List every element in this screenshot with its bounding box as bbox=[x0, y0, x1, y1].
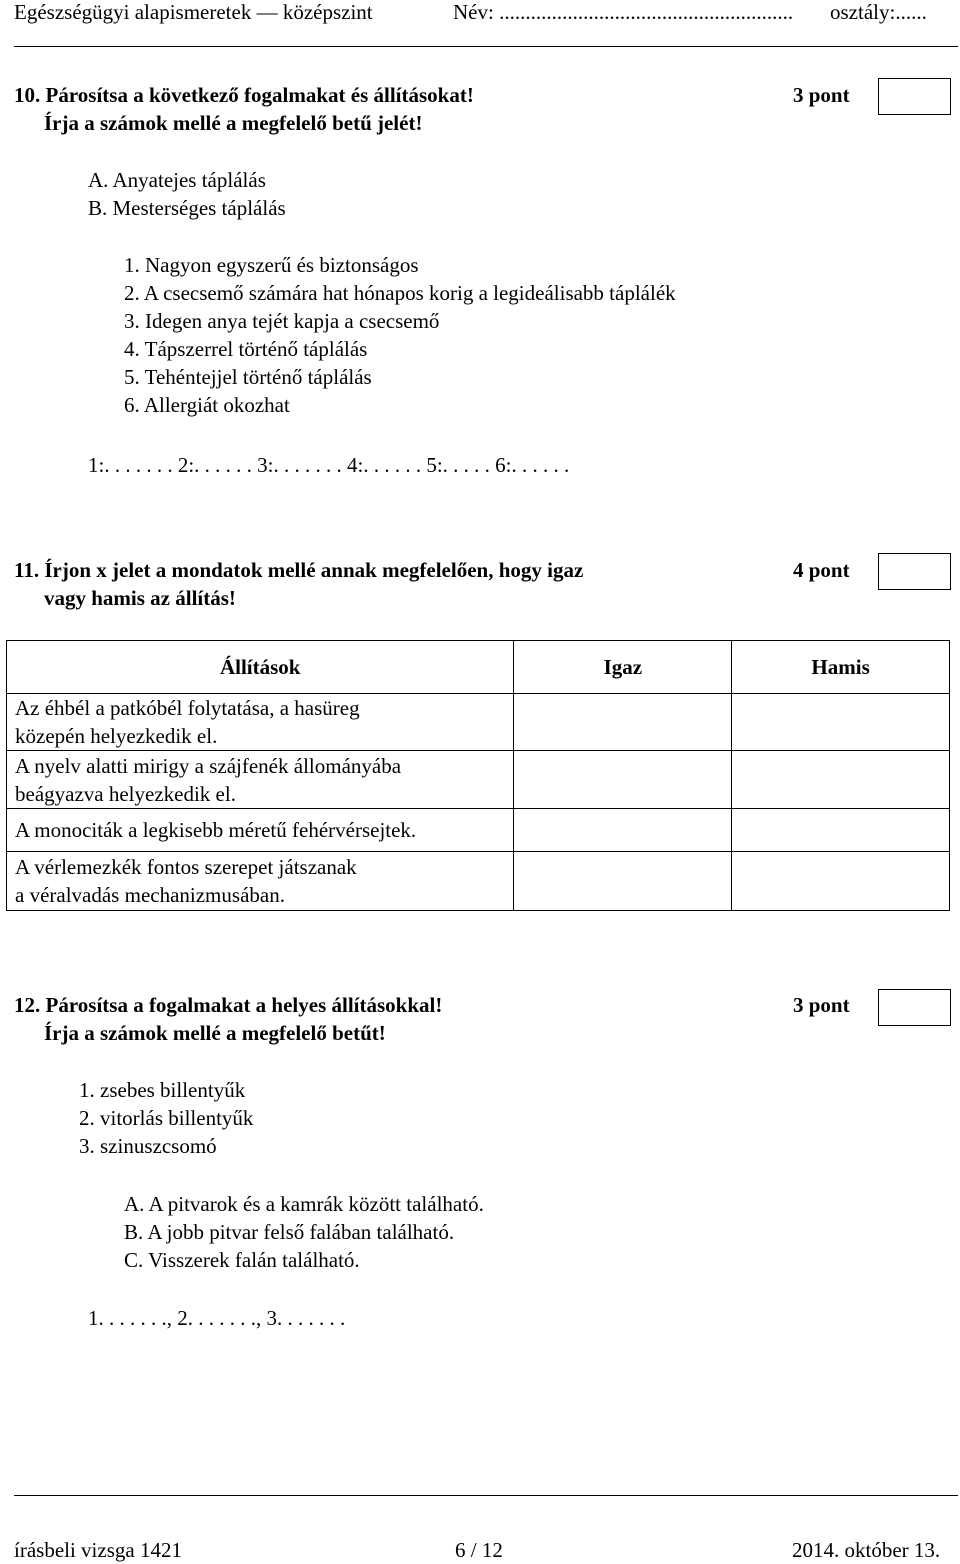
q10-item-5: 5. Tehéntejjel történő táplálás bbox=[124, 365, 372, 389]
q11-points: 4 pont bbox=[793, 558, 850, 582]
true-cell[interactable] bbox=[514, 751, 732, 809]
table-row bbox=[7, 852, 950, 911]
q10-item-6: 6. Allergiát okozhat bbox=[124, 393, 290, 417]
q10-letter-a: A. Anyatejes táplálás bbox=[88, 168, 266, 192]
table-row bbox=[7, 694, 950, 751]
footer-exam-id: írásbeli vizsga 1421 bbox=[14, 1538, 182, 1562]
true-cell[interactable] bbox=[514, 809, 732, 852]
statement-cell bbox=[7, 852, 514, 911]
header-name-field: Név: ........................................................ bbox=[453, 0, 794, 24]
q10-title: 10. Párosítsa a következő fogalmakat és állításokat! bbox=[14, 83, 474, 107]
table-row bbox=[7, 809, 950, 852]
statement-line: beágyazva helyezkedik el. bbox=[15, 781, 236, 806]
table-header-row bbox=[7, 641, 950, 694]
header-statements: Állítások bbox=[7, 641, 514, 694]
q10-points: 3 pont bbox=[793, 83, 850, 107]
false-cell[interactable] bbox=[732, 751, 950, 809]
statement-line: A monociták a legkisebb méretű fehérvérsejtek. bbox=[15, 818, 417, 842]
q10-item-2: 2. A csecsemő számára hat hónapos korig a legideálisabb táplálék bbox=[124, 281, 676, 305]
footer-date: 2014. október 13. bbox=[792, 1538, 941, 1562]
statement-line: Az éhbél a patkóbél folytatása, a hasüreg bbox=[15, 696, 360, 720]
table-row bbox=[7, 751, 950, 809]
q10-letter-b: B. Mesterséges táplálás bbox=[88, 196, 286, 220]
q12-letter-b: B. A jobb pitvar felső falában található. bbox=[124, 1220, 455, 1244]
footer-divider bbox=[14, 1495, 958, 1496]
q12-item-2: 2. vitorlás billentyűk bbox=[79, 1106, 254, 1130]
q12-item-3: 3. szinuszcsomó bbox=[79, 1134, 217, 1158]
header-divider bbox=[14, 46, 958, 47]
true-cell[interactable] bbox=[514, 694, 732, 751]
header-class-field: osztály:...... bbox=[830, 0, 927, 24]
header-subject: Egészségügyi alapismeretek — középszint bbox=[14, 0, 373, 24]
q12-letter-a: A. A pitvarok és a kamrák között található. bbox=[124, 1192, 484, 1216]
q11-title-cont: vagy hamis az állítás! bbox=[44, 586, 236, 610]
true-cell[interactable] bbox=[514, 852, 732, 911]
q10-item-3: 3. Idegen anya tejét kapja a csecsemő bbox=[124, 309, 440, 333]
header-false: Hamis bbox=[732, 641, 950, 694]
statement-cell bbox=[7, 694, 514, 751]
q11-score-box[interactable] bbox=[878, 553, 951, 590]
statement-line: A nyelv alatti mirigy a szájfenék állományába bbox=[15, 753, 402, 778]
statement-line: közepén helyezkedik el. bbox=[15, 724, 218, 748]
q10-item-4: 4. Tápszerrel történő táplálás bbox=[124, 337, 368, 361]
q12-subtitle: Írja a számok mellé a megfelelő betűt! bbox=[44, 1021, 386, 1045]
q10-subtitle: Írja a számok mellé a megfelelő betű jelét! bbox=[44, 111, 423, 135]
q12-score-box[interactable] bbox=[878, 989, 951, 1026]
q12-letter-c: C. Visszerek falán található. bbox=[124, 1248, 360, 1272]
footer-page-number: 6 / 12 bbox=[455, 1538, 503, 1562]
q10-score-box[interactable] bbox=[878, 78, 951, 115]
false-cell[interactable] bbox=[732, 852, 950, 911]
q11-title: 11. Írjon x jelet a mondatok mellé annak megfelelően, hogy igaz bbox=[14, 558, 584, 582]
statement-cell bbox=[7, 751, 514, 809]
statement-line: a véralvadás mechanizmusában. bbox=[15, 883, 285, 907]
q10-answer-line[interactable]: 1:. . . . . . . 2:. . . . . . 3:. . . . . . . 4:. . . . . . 5:. . . . . 6:. . . . . . bbox=[88, 453, 570, 477]
statement-line: A vérlemezkék fontos szerepet játszanak bbox=[15, 855, 357, 879]
header-true: Igaz bbox=[514, 641, 732, 694]
q12-title: 12. Párosítsa a fogalmakat a helyes állításokkal! bbox=[14, 993, 443, 1017]
false-cell[interactable] bbox=[732, 809, 950, 852]
false-cell[interactable] bbox=[732, 694, 950, 751]
statement-cell bbox=[7, 809, 514, 852]
q12-answer-line[interactable]: 1. . . . . . ., 2. . . . . . ., 3. . . . . . . bbox=[88, 1306, 346, 1330]
q12-points: 3 pont bbox=[793, 993, 850, 1017]
true-false-table bbox=[6, 640, 950, 911]
q10-item-1: 1. Nagyon egyszerű és biztonságos bbox=[124, 253, 419, 277]
q12-item-1: 1. zsebes billentyűk bbox=[79, 1078, 246, 1102]
